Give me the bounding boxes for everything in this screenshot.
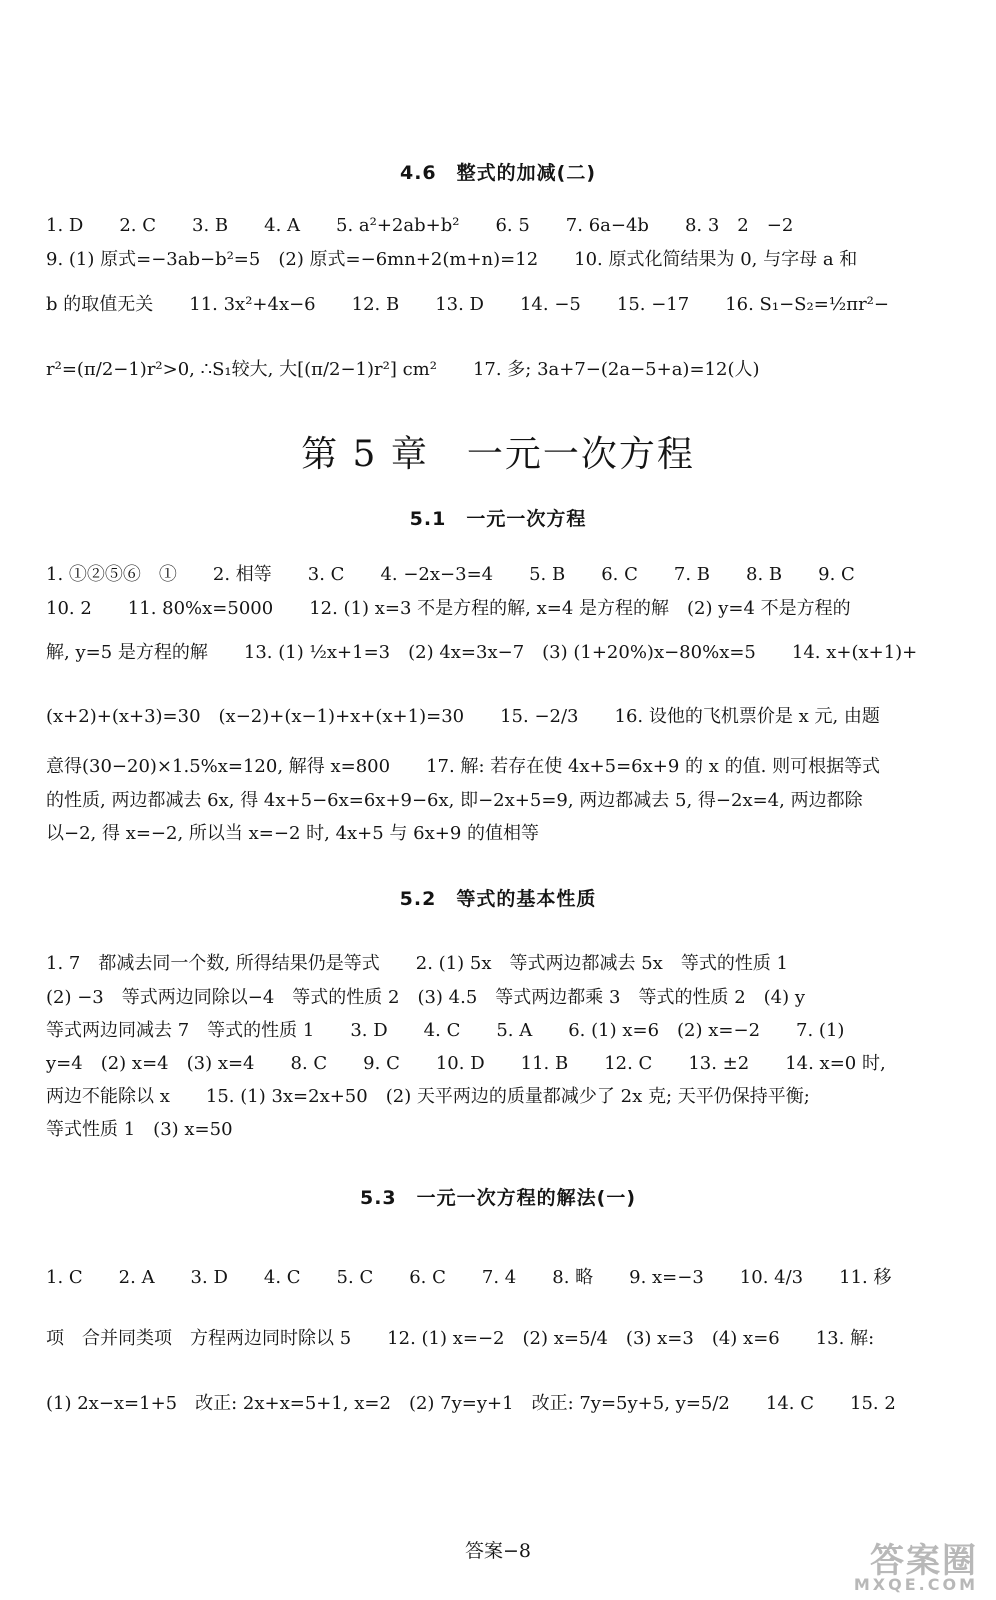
answer-line: 解, y=5 是方程的解 13. (1) ½x+1=3 (2) 4x=3x−7 (3) (1+20%)x−80%x=5 14. x+(x+1)+ xyxy=(46,642,918,663)
section-title-4-6: 4.6 整式的加减(二) xyxy=(399,162,597,184)
answer-line: 等式性质 1 (3) x=50 xyxy=(46,1119,233,1140)
answer-line: r²=(π/2−1)r²>0, ∴S₁较大, 大[(π/2−1)r²] cm² 17. 多; 3a+7−(2a−5+a)=12(人) xyxy=(46,359,760,380)
answer-line: 等式两边同减去 7 等式的性质 1 3. D 4. C 5. A 6. (1) x=6 (2) x=−2 7. (1) xyxy=(46,1020,845,1041)
answer-line: (1) 2x−x=1+5 改正: 2x+x=5+1, x=2 (2) 7y=y+1 改正: 7y=5y+5, y=5/2 14. C 15. 2 xyxy=(46,1393,896,1414)
answer-line: y=4 (2) x=4 (3) x=4 8. C 9. C 10. D 11. B 12. C 13. ±2 14. x=0 时, xyxy=(46,1053,886,1074)
answer-line: 1. ①②⑤⑥ ① 2. 相等 3. C 4. −2x−3=4 5. B 6. C 7. B 8. B 9. C xyxy=(46,564,855,585)
answer-line: b 的取值无关 11. 3x²+4x−6 12. B 13. D 14. −5 15. −17 16. S₁−S₂=½πr²− xyxy=(46,294,889,315)
answer-line: 的性质, 两边都减去 6x, 得 4x+5−6x=6x+9−6x, 即−2x+5=9, 两边都减去 5, 得−2x=4, 两边都除 xyxy=(46,790,863,811)
answer-line: 项 合并同类项 方程两边同时除以 5 12. (1) x=−2 (2) x=5/4 (3) x=3 (4) x=6 13. 解: xyxy=(46,1328,875,1349)
answer-line: 以−2, 得 x=−2, 所以当 x=−2 时, 4x+5 与 6x+9 的值相等 xyxy=(46,823,540,844)
section-title-5-1: 5.1 一元一次方程 xyxy=(409,508,587,530)
answer-line: 意得(30−20)×1.5%x=120, 解得 x=800 17. 解: 若存在使 4x+5=6x+9 的 x 的值. 则可根据等式 xyxy=(46,756,881,777)
answer-line: 9. (1) 原式=−3ab−b²=5 (2) 原式=−6mn+2(m+n)=12 10. 原式化简结果为 0, 与字母 a 和 xyxy=(46,249,858,270)
section-title-5-2: 5.2 等式的基本性质 xyxy=(399,888,597,910)
answer-line: 两边不能除以 x 15. (1) 3x=2x+50 (2) 天平两边的质量都减少了 2x 克; 天平仍保持平衡; xyxy=(46,1086,810,1107)
watermark-logo xyxy=(828,1533,978,1595)
answer-line: 1. C 2. A 3. D 4. C 5. C 6. C 7. 4 8. 略 9. x=−3 10. 4/3 11. 移 xyxy=(46,1267,892,1288)
section-title-5-3: 5.3 一元一次方程的解法(一) xyxy=(359,1187,637,1209)
answer-line: (2) −3 等式两边同除以−4 等式的性质 2 (3) 4.5 等式两边都乘 3 等式的性质 2 (4) y xyxy=(46,987,806,1008)
answer-line: 1. D 2. C 3. B 4. A 5. a²+2ab+b² 6. 5 7. 6a−4b 8. 3 2 −2 xyxy=(46,215,794,236)
watermark-url: MXQE.COM xyxy=(853,1575,978,1594)
page-number: 答案−8 xyxy=(464,1540,531,1562)
answer-line: 10. 2 11. 80%x=5000 12. (1) x=3 不是方程的解, x=4 是方程的解 (2) y=4 不是方程的 xyxy=(46,598,851,619)
answer-line: 1. 7 都减去同一个数, 所得结果仍是等式 2. (1) 5x 等式两边都减去 5x 等式的性质 1 xyxy=(46,953,789,974)
answer-line: (x+2)+(x+3)=30 (x−2)+(x−1)+x+(x+1)=30 15. −2/3 16. 设他的飞机票价是 x 元, 由题 xyxy=(46,706,880,727)
watermark-text: 答案圈 xyxy=(870,1541,978,1581)
chapter-title: 第 5 章 一元一次方程 xyxy=(301,434,695,475)
